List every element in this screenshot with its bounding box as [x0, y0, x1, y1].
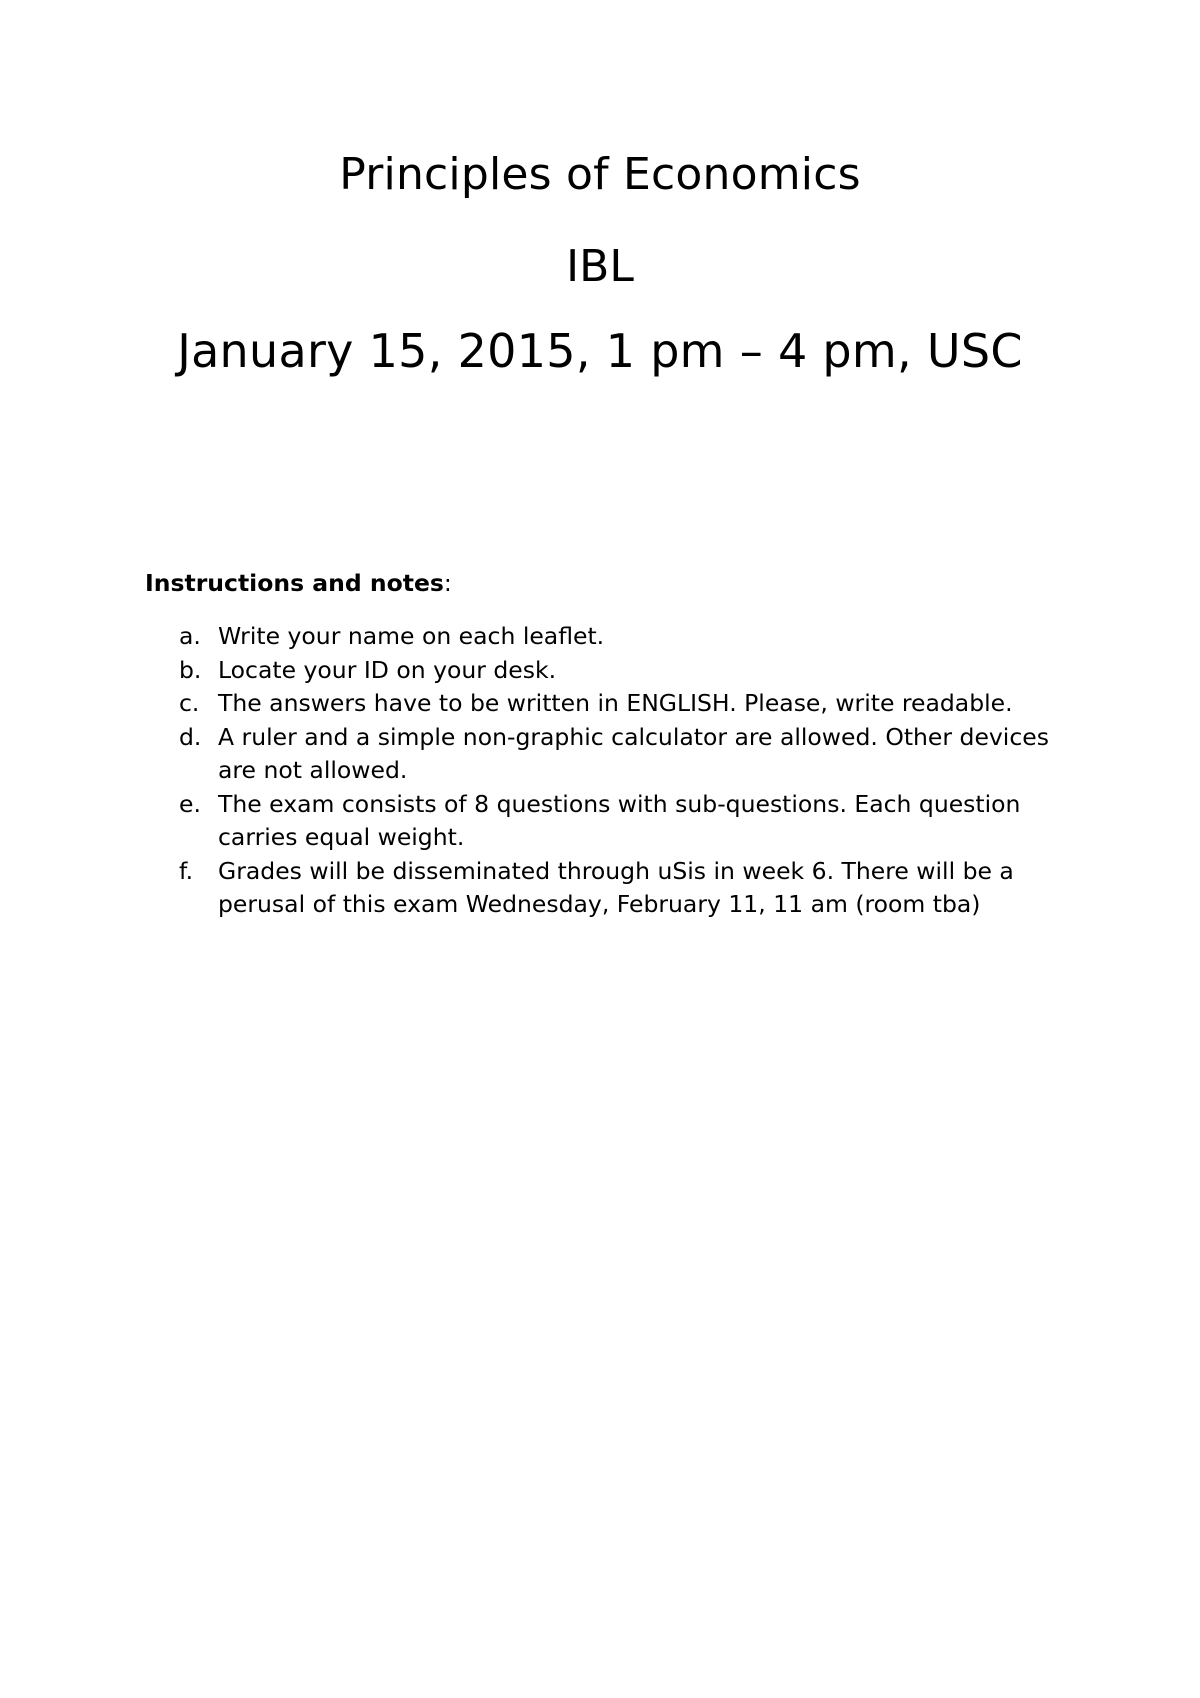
instruction-text: Grades will be disseminated through uSis in week 6. There will be a perusal of this exam Wednesday, February 11, 11 am (room tba) — [218, 856, 1014, 918]
instructions-list — [145, 620, 1085, 922]
instruction-text: The exam consists of 8 questions with sub-questions. Each question carries equal weight. — [218, 789, 1021, 851]
instructions-heading-colon: : — [443, 569, 452, 597]
program-code: IBL — [566, 241, 634, 292]
instruction-item — [145, 721, 1085, 788]
instructions-section — [145, 566, 1085, 922]
instruction-text: The answers have to be written in ENGLISH. Please, write readable. — [218, 689, 1013, 717]
instructions-heading-label: Instructions and notes — [145, 569, 444, 597]
instruction-marker: d. — [179, 722, 202, 751]
exam-date-time-location: January 15, 2015, 1 pm – 4 pm, USC — [177, 324, 1023, 378]
instruction-text: A ruler and a simple non-graphic calculator are allowed. Other devices are not allowed. — [218, 722, 1049, 784]
instructions-heading — [145, 566, 1085, 600]
instruction-text: Locate your ID on your desk. — [218, 655, 557, 684]
instruction-item — [145, 788, 1085, 855]
instruction-item — [145, 855, 1085, 922]
instruction-marker: a. — [179, 622, 201, 650]
instruction-item — [145, 654, 1085, 688]
instruction-marker: f. — [179, 856, 194, 885]
instruction-item — [145, 687, 1085, 721]
instruction-marker: c. — [179, 689, 200, 717]
instruction-item — [145, 620, 1085, 654]
instruction-text: Write your name on each leaflet. — [218, 622, 605, 650]
instruction-marker: e. — [179, 789, 201, 818]
instruction-marker: b. — [179, 655, 202, 684]
course-title: Principles of Economics — [339, 149, 861, 200]
